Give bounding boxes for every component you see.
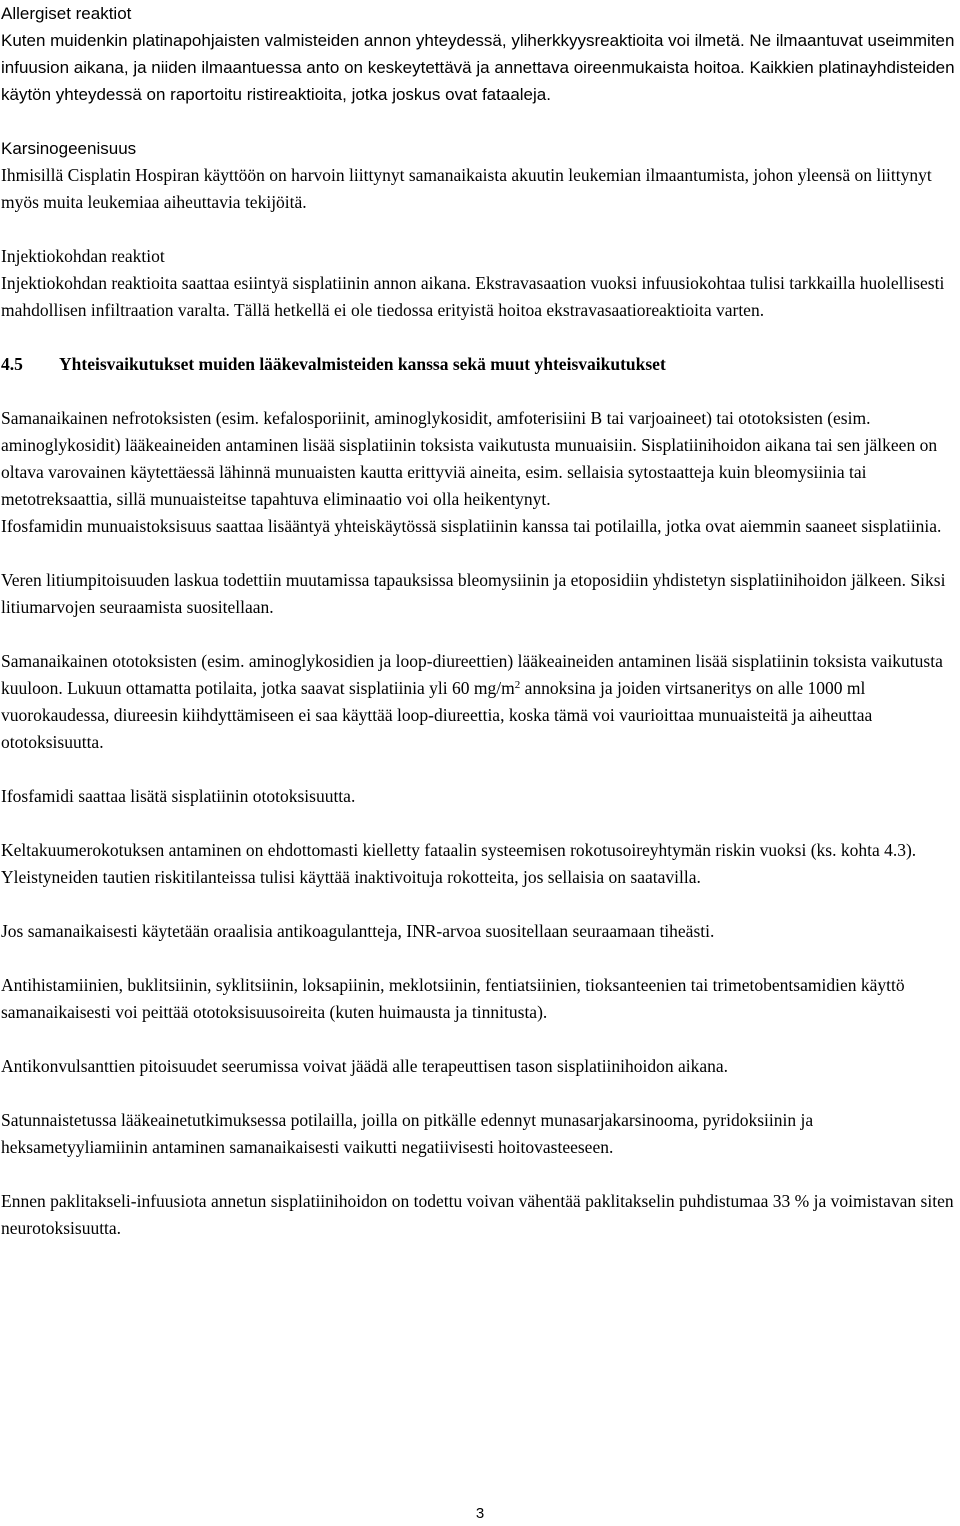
paragraph-anticonvulsants: Antikonvulsanttien pitoisuudet seerumissa voivat jäädä alle terapeuttisen tason sisplatiinihoidon aikana. (1, 1056, 729, 1076)
allergic-reactions-section (1, 0, 960, 108)
section-title: Yhteisvaikutukset muiden lääkevalmisteiden kanssa sekä muut yhteisvaikutukset (59, 354, 666, 374)
page-number: 3 (475, 1505, 485, 1522)
injection-site-section (1, 243, 960, 324)
allergic-reactions-title: Allergiset reaktiot (1, 4, 132, 23)
carcinogenicity-section (1, 135, 960, 216)
carcinogenicity-title: Karsinogeenisuus (1, 139, 137, 158)
superscript-two: 2 (514, 679, 521, 691)
paragraph-yellow-fever: Keltakuumerokotuksen antaminen on ehdottomasti kielletty fataalin systeemisen rokotusoireyhtymän riskin vuoksi (ks. kohta 4.3). Yleistyneiden tautien riskitilanteissa tulisi käyttää inaktivoituja rokotteita, jos sellaisia on saatavilla. (1, 840, 917, 887)
paragraph-antihistamines: Antihistamiinien, buklitsiinin, syklitsiinin, loksapiinin, meklotsiinin, fentiatsiinien, tioksanteenien tai trimetobentsamidien käyttö samanaikaisesti voi peittää ototoksisuusoireita (kuten huimausta ja tinnitusta). (1, 975, 905, 1022)
section-number: 4.5 (1, 354, 23, 374)
section-heading (1, 351, 960, 378)
paragraph-nephrotoxic: Samanaikainen nefrotoksisten (esim. kefalosporiinit, aminoglykosidit, amfoterisiini B tai varjoaineet) tai ototoksisten (esim. aminoglykosidit) lääkeaineiden antaminen lisää sisplatiinin toksista vaikutusta munuaisiin. Sisplatiinihoidon aikana tai sen jälkeen on oltava varovainen käytettäessä lähinnä munuaisten kautta erittyviä aineita, esim. sellaisia sytostaatteja kuin bleomysiinia tai metotreksaattia, sillä munuaisteitse tapahtuva eliminaatio voi olla heikentynyt. (1, 408, 938, 509)
allergic-reactions-body: Kuten muidenkin platinapohjaisten valmisteiden annon yhteydessä, yliherkkyysreaktioita voi ilmetä. Ne ilmaantuvat useimmiten infuusion aikana, ja niiden ilmaantuessa anto on keskeytettävä ja annettava oireenmukaista hoitoa. Kaikkien platinayhdisteiden käytön yhteydessä on raportoitu ristireaktioita, jotka joskus ovat fataaleja. (1, 31, 955, 104)
paragraph-lithium: Veren litiumpitoisuuden laskua todettiin muutamissa tapauksissa bleomysiinin ja etoposidiin yhdistetyn sisplatiinihoidon jälkeen. Siksi litiumarvojen seuraamista suositellaan. (1, 570, 946, 617)
paragraph-ototoxic (1, 648, 960, 756)
injection-site-body: Injektiokohdan reaktioita saattaa esiintyä sisplatiinin annon aikana. Ekstravasaation vuoksi infuusiokohtaa tulisi tarkkailla huolellisesti mahdollisen infiltraation varalta. Tällä hetkellä ei ole tiedossa erityistä hoitoa ekstravasaatioreaktioita varten. (1, 273, 945, 320)
paragraph-ifosfamide-ototoxicity: Ifosfamidi saattaa lisätä sisplatiinin ototoksisuutta. (1, 786, 356, 806)
paragraph-ifosfamide-nephrotoxicity: Ifosfamidin munuaistoksisuus saattaa lisääntyä yhteiskäytössä sisplatiinin kanssa tai potilailla, jotka ovat aiemmin saaneet sisplatiinia. (1, 516, 942, 536)
paragraph-paclitaxel: Ennen paklitakseli-infuusiota annetun sisplatiinihoidon on todettu voivan vähentää paklitakselin puhdistumaa 33 % ja voimistavan siten neurotoksisuutta. (1, 1191, 954, 1238)
paragraph-ototoxic-part2: annoksina ja joiden virtsaneritys on alle 1000 ml vuorokaudessa, diureesin kiihdyttämiseen ei saa käyttää loop-diureettia, koska tämä voi vaurioittaa munuaisteitä ja aiheuttaa ototoksisuutta. (1, 678, 873, 752)
paragraph-anticoagulants: Jos samanaikaisesti käytetään oraalisia antikoagulantteja, INR-arvoa suositellaan seuraamaan tiheästi. (1, 921, 715, 941)
paragraph-pyridoxine: Satunnaistetussa lääkeainetutkimuksessa potilailla, joilla on pitkälle edennyt munasarjakarsinooma, pyridoksiinin ja heksametyyliamiinin antaminen samanaikaisesti vaikutti negatiivisesti hoitovasteeseen. (1, 1110, 814, 1157)
injection-site-title: Injektiokohdan reaktiot (1, 246, 165, 266)
paragraph-ototoxic-part1: Samanaikainen ototoksisten (esim. aminoglykosidien ja loop-diureettien) lääkeaineiden antaminen lisää sisplatiinin toksista vaikutusta kuuloon. Lukuun ottamatta potilaita, jotka saavat sisplatiinia yli 60 mg/m (1, 651, 943, 698)
carcinogenicity-body: Ihmisillä Cisplatin Hospiran käyttöön on harvoin liittynyt samanaikaista akuutin leukemian ilmaantumista, johon yleensä on liittynyt myös muita leukemiaa aiheuttavia tekijöitä. (1, 165, 932, 212)
